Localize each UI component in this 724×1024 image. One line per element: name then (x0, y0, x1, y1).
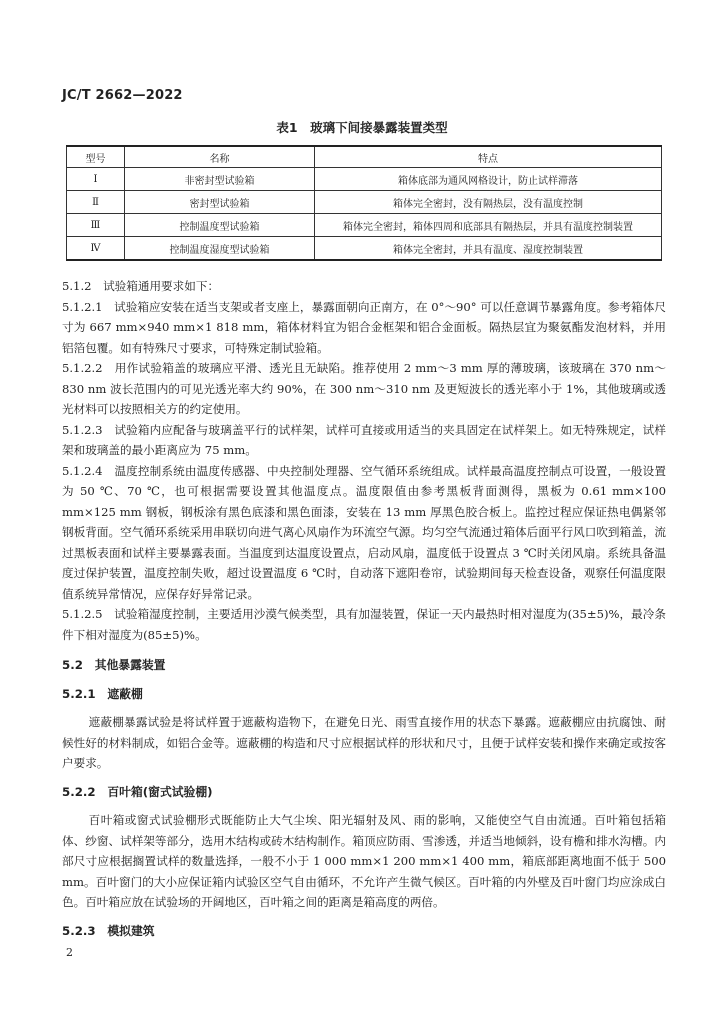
clause-5-1-2-3: 5.1.2.3 试验箱内应配备与玻璃盖平行的试样架，试样可直接或用适当的夹具固定在试样架上。如无特殊规定，试样架和玻璃盖的最小距离应为 75 mm。 (62, 422, 666, 457)
standard-number: JC/T 2662—2022 (62, 88, 183, 103)
table-cell-feature: 箱体完全密封，箱体四周和底部具有隔热层，并具有温度控制装置 (315, 214, 662, 237)
section-heading-5-2-1: 5.2.1 遮蔽棚 (62, 686, 143, 701)
clause-5-1-2-4: 5.1.2.4 温度控制系统由温度传感器、中央控制处理器、空气循环系统组成。试样最高温度控制点可设置，一般设置为 50 ℃、70 ℃，也可根据需要设置其他温度点。温度限值由参考黑板背面测得，黑板为 0.61 mm×100 mm×125 mm 钢板，钢板涂有黑色底漆和黑色面漆，安装在 13 mm 厚黑色胶合板上。监控过程应保证热电偶紧邻钢板背面。空气循环系统采用串联切向进气离心风扇作为环流空气源。均匀空气流通过箱体后面平行风口吹到箱盖，流过黑板表面和试样主要暴露表面。当温度到达温度设置点，启动风扇，温度低于设置点 3 ℃时关闭风扇。系统具备温度过保护装置，温度控制失败，超过设置温度 6 ℃时，自动落下遮阳卷帘，试验期间每天检查设备，观察任何温度限值系统异常情况，应保存好异常记录。 (62, 463, 666, 601)
paragraph-louver-box: 百叶箱或窗式试验棚形式既能防止大气尘埃、阳光辐射及风、雨的影响，又能使空气自由流通。百叶箱包括箱体、纱窗、试样架等部分，选用木结构或砖木结构制作。箱顶应防雨、雪渗透，并适当地倾斜，设有檐和排水沟槽。内部尺寸应根据搁置试样的数量选择，一般不小于 1 000 mm×1 200 mm×1 400 mm，箱底部距离地面不低于 500 mm。百叶窗门的大小应保证箱内试验区空气自由循环，不允许产生微气候区。百叶箱的内外壁及百叶窗门均应涂成白色。百叶箱应放在试验场的开阔地区，百叶箱之间的距离是箱高度的两倍。 (62, 813, 666, 909)
table-cell-name: 控制温度湿度型试验箱 (125, 237, 315, 261)
table-cell-model: Ⅲ (67, 214, 125, 237)
clause-5-1-2-2: 5.1.2.2 用作试验箱盖的玻璃应平滑、透光且无缺陷。推荐使用 2 mm～3 mm 厚的薄玻璃，该玻璃在 370 nm～830 nm 波长范围内的可见光透光率大约 90%，在 300 nm～310 nm 及更短波长的透光率小于 1%，其他玻璃或透光材料可以按照相关方的约定使用。 (62, 361, 666, 416)
table-cell-name: 密封型试验箱 (125, 191, 315, 214)
section-heading-5-2: 5.2 其他暴露装置 (62, 658, 166, 672)
paragraph-shelter: 遮蔽棚暴露试验是将试样置于遮蔽构造物下，在避免日光、雨雪直接作用的状态下暴露。遮蔽棚应由抗腐蚀、耐候性好的材料制成，如铝合金等。遮蔽棚的构造和尺寸应根据试样的形状和尺寸，且便于试样安装和操作来确定或按客户要求。 (62, 715, 666, 770)
clause-5-1-2-1: 5.1.2.1 试验箱应安装在适当支架或者支座上，暴露面朝向正南方，在 0°～90° 可以任意调节暴露角度。参考箱体尺寸为 667 mm×940 mm×1 818 mm，箱体材料宜为铝合金框架和铝合金面板。隔热层宜为聚氨酯发泡材料，并用铝箔包覆。如有特殊尺寸要求，可特殊定制试验箱。 (62, 299, 666, 355)
table-row (67, 237, 662, 261)
page-number: 2 (66, 946, 73, 959)
section-heading-5-2-2: 5.2.2 百叶箱(窗式试验棚) (62, 784, 213, 799)
table-row (67, 214, 662, 237)
table-cell-model: Ⅳ (67, 237, 125, 261)
table-cell-feature: 箱体完全密封，并具有温度、湿度控制装置 (315, 237, 662, 261)
section-heading-5-2-3: 5.2.3 模拟建筑 (62, 923, 155, 938)
document-body (62, 276, 666, 941)
column-header: 型号 (67, 146, 125, 168)
clause-5-1-2-5: 5.1.2.5 试验箱湿度控制，主要适用沙漠气候类型，具有加湿装置，保证一天内最热时相对湿度为(35±5)%，最冷条件下相对湿度为(85±5)%。 (62, 607, 666, 642)
table-cell-model: Ⅰ (67, 168, 125, 191)
clause-5-1-2: 5.1.2 试验箱通用要求如下： (62, 279, 220, 293)
table-row (67, 168, 662, 191)
table-cell-model: Ⅱ (67, 191, 125, 214)
table-cell-feature: 箱体底部为通风网格设计，防止试样滞落 (315, 168, 662, 191)
table-cell-name: 控制温度型试验箱 (125, 214, 315, 237)
table-row (67, 191, 662, 214)
table-cell-feature: 箱体完全密封，没有隔热层，没有温度控制 (315, 191, 662, 214)
table-cell-name: 非密封型试验箱 (125, 168, 315, 191)
table-caption: 表1 玻璃下间接暴露装置类型 (276, 120, 448, 135)
column-header: 名称 (125, 146, 315, 168)
column-header: 特点 (315, 146, 662, 168)
device-type-table (66, 145, 662, 261)
table-header-row (67, 146, 662, 168)
